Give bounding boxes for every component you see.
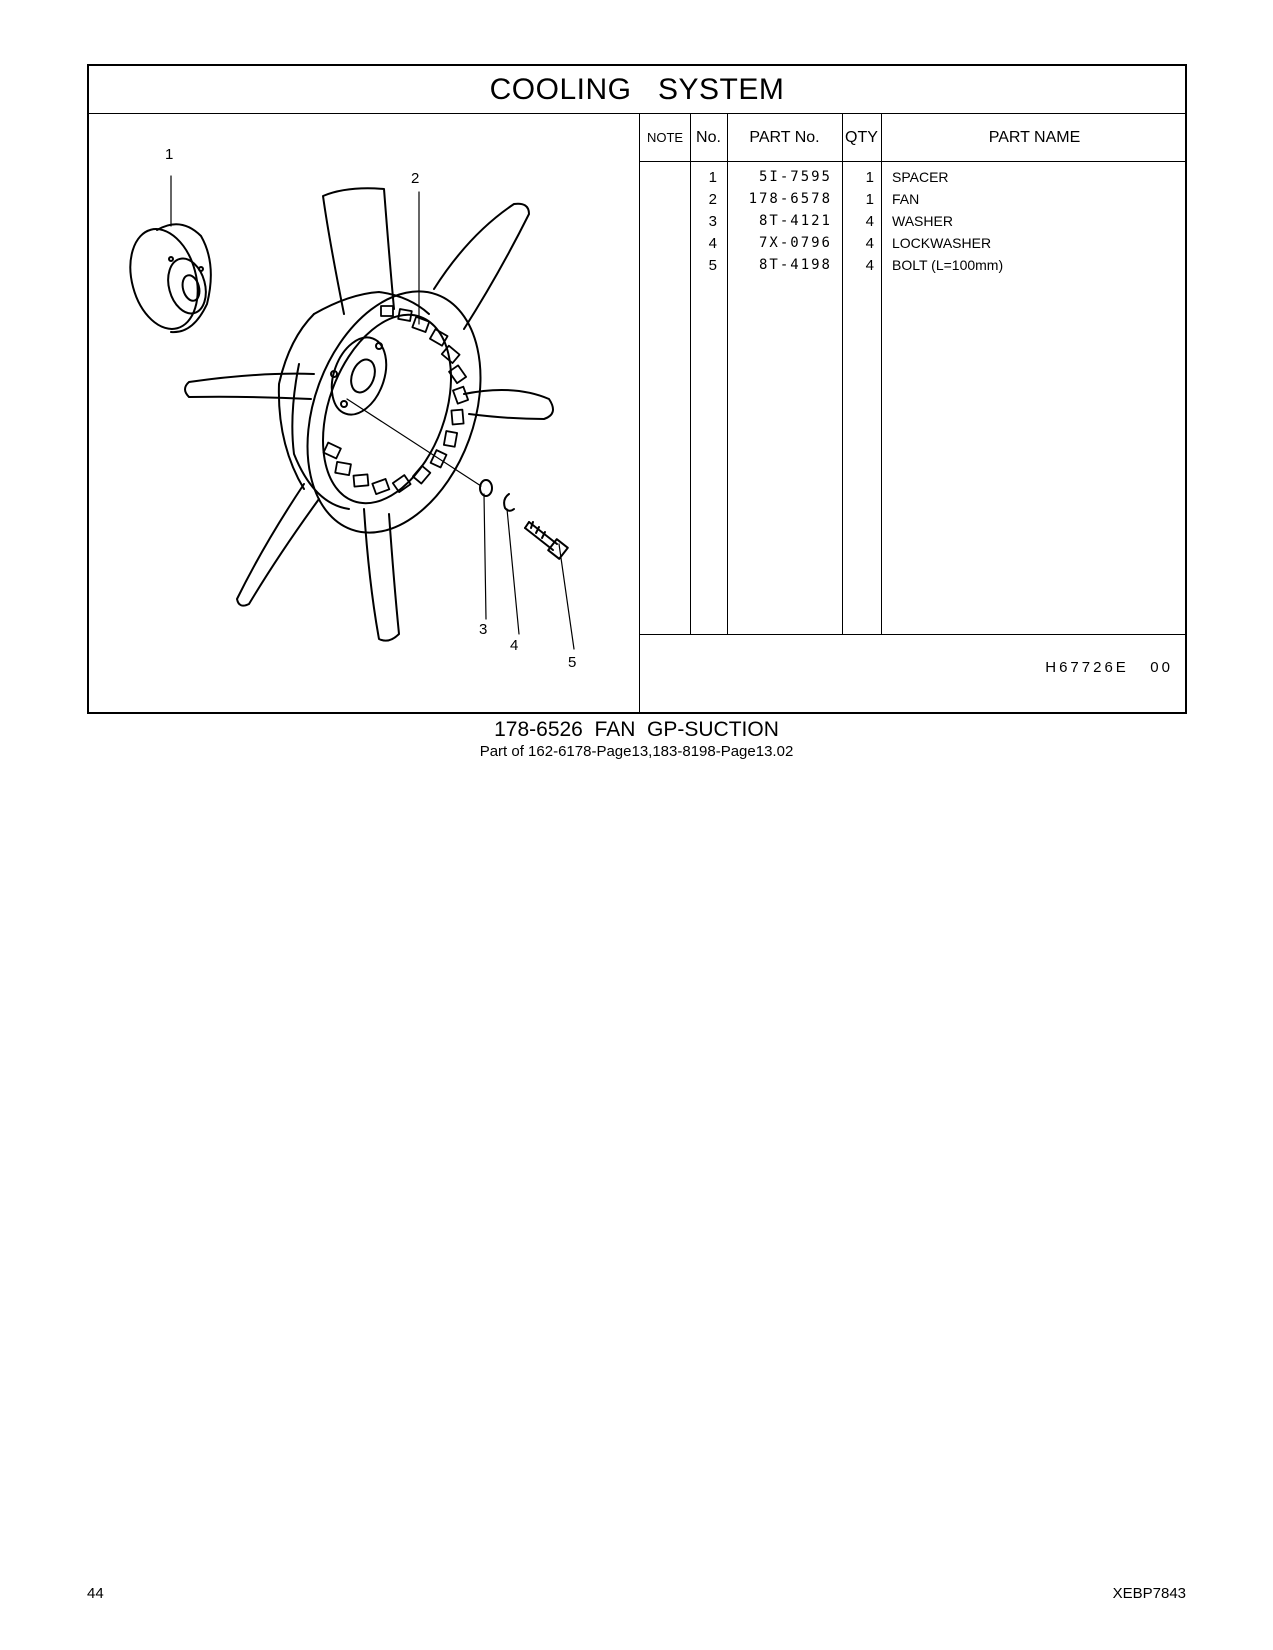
fan-drawing xyxy=(89,114,639,714)
page-number: 44 xyxy=(87,1585,104,1602)
header-part-name: PART NAME xyxy=(988,129,1081,146)
row-4-qty: 4 xyxy=(865,235,874,252)
row-2-qty: 1 xyxy=(865,191,874,208)
row-2-no: 2 xyxy=(708,191,717,208)
row-5-name: BOLT (L=100mm) xyxy=(892,257,1004,273)
row-4-part-no: 7X-0796 xyxy=(758,235,832,251)
row-5-no: 5 xyxy=(708,257,717,274)
row-3-name: WASHER xyxy=(892,213,953,229)
callout-4: 4 xyxy=(510,637,519,654)
group-reference: Part of 162-6178-Page13,183-8198-Page13.02 xyxy=(479,743,794,760)
callout-5: 5 xyxy=(568,654,577,671)
header-note: NOTE xyxy=(646,130,684,145)
row-1-qty: 1 xyxy=(865,169,874,186)
parts-frame xyxy=(87,64,1187,714)
row-1-name: SPACER xyxy=(892,169,949,185)
row-2-name: FAN xyxy=(892,191,920,207)
parts-table xyxy=(639,114,1187,714)
header-qty: QTY xyxy=(845,129,878,146)
document-code: XEBP7843 xyxy=(1112,1585,1186,1602)
header-part-no: PART No. xyxy=(749,129,820,146)
exploded-view-illustration xyxy=(89,114,639,714)
callout-3: 3 xyxy=(479,621,488,638)
row-1-part-no: 5I-7595 xyxy=(758,169,832,185)
callout-1: 1 xyxy=(165,146,174,163)
header-no: No. xyxy=(696,129,721,146)
callout-2: 2 xyxy=(411,170,420,187)
row-4-name: LOCKWASHER xyxy=(892,235,992,251)
spacer-part xyxy=(120,221,212,336)
row-5-part-no: 8T-4198 xyxy=(758,257,832,273)
row-3-qty: 4 xyxy=(865,213,874,230)
section-title: COOLING SYSTEM xyxy=(89,66,1185,114)
row-2-part-no: 178-6578 xyxy=(748,191,832,207)
row-4-no: 4 xyxy=(708,235,717,252)
row-3-no: 3 xyxy=(708,213,717,230)
group-title: 178-6526 FAN GP-SUCTION xyxy=(494,718,779,741)
row-1-no: 1 xyxy=(708,169,717,186)
drawing-code: H67726E 00 xyxy=(1045,659,1173,676)
row-3-part-no: 8T-4121 xyxy=(758,213,832,229)
row-5-qty: 4 xyxy=(865,257,874,274)
